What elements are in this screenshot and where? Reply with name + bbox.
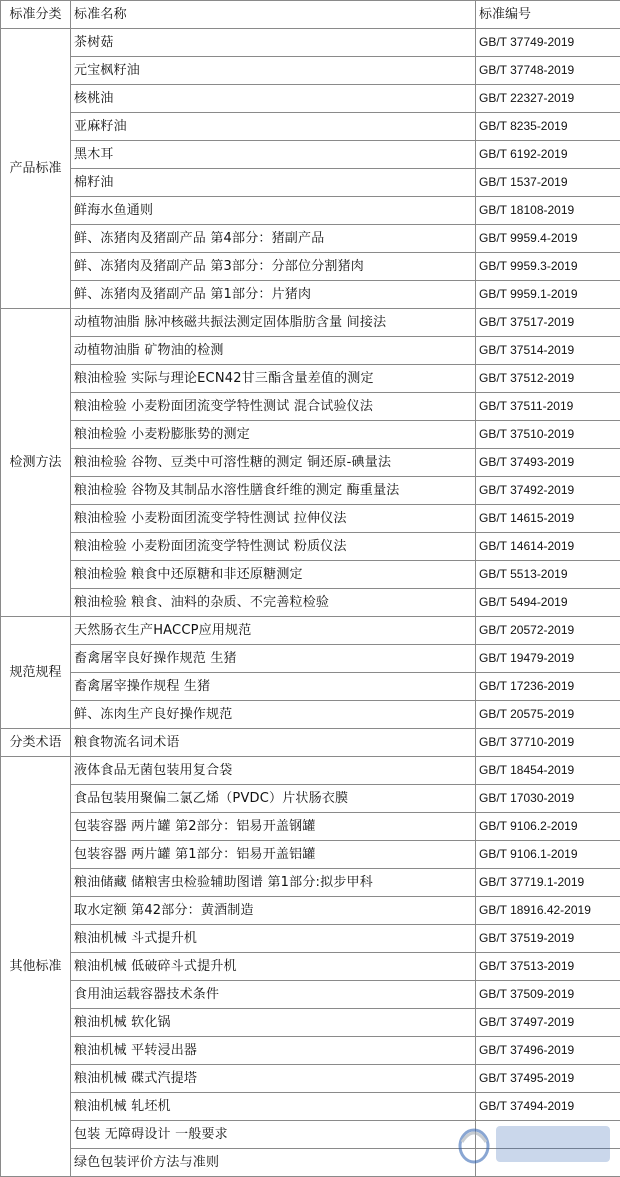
table-row	[1, 841, 620, 869]
standard-code-cell	[476, 1121, 620, 1149]
standard-code-cell: GB/T 37519-2019	[476, 925, 620, 953]
standard-name-cell: 粮油检验 小麦粉面团流变学特性测试 拉伸仪法	[71, 505, 476, 533]
table-row	[1, 561, 620, 589]
standard-name-cell: 粮油机械 轧坯机	[71, 1093, 476, 1121]
table-row	[1, 1009, 620, 1037]
standard-code-cell: GB/T 37517-2019	[476, 309, 620, 337]
standard-code-cell: GB/T 6192-2019	[476, 141, 620, 169]
table-row	[1, 533, 620, 561]
standard-code-cell: GB/T 37514-2019	[476, 337, 620, 365]
header-code: 标准编号	[476, 1, 620, 29]
table-row	[1, 113, 620, 141]
table-row	[1, 197, 620, 225]
standard-code-cell: GB/T 9106.2-2019	[476, 813, 620, 841]
table-row	[1, 477, 620, 505]
standard-code-cell: GB/T 19479-2019	[476, 645, 620, 673]
category-cell: 其他标准	[1, 757, 71, 1177]
standard-name-cell: 粮油检验 谷物、豆类中可溶性糖的测定 铜还原-碘量法	[71, 449, 476, 477]
standard-name-cell: 亚麻籽油	[71, 113, 476, 141]
standard-code-cell: GB/T 37497-2019	[476, 1009, 620, 1037]
category-cell: 规范规程	[1, 617, 71, 729]
standard-code-cell: GB/T 37748-2019	[476, 57, 620, 85]
standard-name-cell: 粮油机械 斗式提升机	[71, 925, 476, 953]
standard-name-cell: 粮食物流名词术语	[71, 729, 476, 757]
category-cell: 产品标准	[1, 29, 71, 309]
table-row	[1, 29, 620, 57]
standard-code-cell: GB/T 37493-2019	[476, 449, 620, 477]
standard-code-cell: GB/T 8235-2019	[476, 113, 620, 141]
table-row	[1, 1149, 620, 1177]
standard-code-cell: GB/T 18108-2019	[476, 197, 620, 225]
table-row	[1, 309, 620, 337]
table-row	[1, 57, 620, 85]
standard-name-cell: 粮油检验 谷物及其制品水溶性膳食纤维的测定 酶重量法	[71, 477, 476, 505]
table-row	[1, 757, 620, 785]
standard-name-cell: 包装容器 两片罐 第1部分：铝易开盖铝罐	[71, 841, 476, 869]
standard-name-cell: 粮油检验 粮食中还原糖和非还原糖测定	[71, 561, 476, 589]
table-row	[1, 169, 620, 197]
standard-name-cell: 鲜、冻猪肉及猪副产品 第1部分：片猪肉	[71, 281, 476, 309]
table-row	[1, 981, 620, 1009]
standard-name-cell: 粮油检验 小麦粉面团流变学特性测试 粉质仪法	[71, 533, 476, 561]
standard-code-cell: GB/T 5494-2019	[476, 589, 620, 617]
table-row	[1, 1121, 620, 1149]
standard-code-cell: GB/T 17030-2019	[476, 785, 620, 813]
standard-code-cell: GB/T 37496-2019	[476, 1037, 620, 1065]
category-cell: 分类术语	[1, 729, 71, 757]
standard-name-cell: 核桃油	[71, 85, 476, 113]
table-row	[1, 393, 620, 421]
standard-name-cell: 粮油检验 小麦粉面团流变学特性测试 混合试验仪法	[71, 393, 476, 421]
standard-name-cell: 粮油机械 碟式汽提塔	[71, 1065, 476, 1093]
standard-name-cell: 粮油检验 小麦粉膨胀势的测定	[71, 421, 476, 449]
table-row	[1, 897, 620, 925]
table-row	[1, 673, 620, 701]
standard-code-cell: GB/T 37513-2019	[476, 953, 620, 981]
standard-code-cell: GB/T 20572-2019	[476, 617, 620, 645]
standard-name-cell: 液体食品无菌包装用复合袋	[71, 757, 476, 785]
standard-name-cell: 粮油检验 实际与理论ECN42甘三酯含量差值的测定	[71, 365, 476, 393]
standard-name-cell: 茶树菇	[71, 29, 476, 57]
table-row	[1, 421, 620, 449]
table-row	[1, 225, 620, 253]
table-row	[1, 785, 620, 813]
table-row	[1, 141, 620, 169]
header-category: 标准分类	[1, 1, 71, 29]
standard-code-cell: GB/T 37494-2019	[476, 1093, 620, 1121]
standard-code-cell: GB/T 17236-2019	[476, 673, 620, 701]
standard-code-cell: GB/T 18454-2019	[476, 757, 620, 785]
table-row	[1, 449, 620, 477]
standard-name-cell: 畜禽屠宰良好操作规范 生猪	[71, 645, 476, 673]
standard-name-cell: 食用油运载容器技术条件	[71, 981, 476, 1009]
standard-code-cell: GB/T 14615-2019	[476, 505, 620, 533]
header-name: 标准名称	[71, 1, 476, 29]
table-row	[1, 701, 620, 729]
standard-name-cell: 绿色包装评价方法与准则	[71, 1149, 476, 1177]
standard-code-cell: GB/T 1537-2019	[476, 169, 620, 197]
table-row	[1, 253, 620, 281]
table-row	[1, 813, 620, 841]
table-header-row	[1, 1, 620, 29]
table-row	[1, 645, 620, 673]
table-row	[1, 337, 620, 365]
standard-code-cell: GB/T 5513-2019	[476, 561, 620, 589]
standard-name-cell: 天然肠衣生产HACCP应用规范	[71, 617, 476, 645]
standard-code-cell: GB/T 37495-2019	[476, 1065, 620, 1093]
standard-name-cell: 粮油检验 粮食、油料的杂质、不完善粒检验	[71, 589, 476, 617]
standard-code-cell: GB/T 37511-2019	[476, 393, 620, 421]
table-row	[1, 729, 620, 757]
standard-name-cell: 包装容器 两片罐 第2部分：铝易开盖钢罐	[71, 813, 476, 841]
standard-name-cell: 黑木耳	[71, 141, 476, 169]
table-row	[1, 925, 620, 953]
standard-code-cell: GB/T 9106.1-2019	[476, 841, 620, 869]
standard-code-cell: GB/T 37492-2019	[476, 477, 620, 505]
standard-code-cell	[476, 1149, 620, 1177]
table-row	[1, 365, 620, 393]
standard-code-cell: GB/T 9959.4-2019	[476, 225, 620, 253]
table-row	[1, 953, 620, 981]
standard-code-cell: GB/T 9959.1-2019	[476, 281, 620, 309]
table-body	[1, 1, 620, 1177]
standard-code-cell: GB/T 37710-2019	[476, 729, 620, 757]
standard-name-cell: 粮油机械 低破碎斗式提升机	[71, 953, 476, 981]
standard-code-cell: GB/T 37512-2019	[476, 365, 620, 393]
standard-name-cell: 鲜、冻肉生产良好操作规范	[71, 701, 476, 729]
standard-code-cell: GB/T 37510-2019	[476, 421, 620, 449]
table-row	[1, 281, 620, 309]
standard-code-cell: GB/T 37509-2019	[476, 981, 620, 1009]
standard-code-cell: GB/T 18916.42-2019	[476, 897, 620, 925]
standard-name-cell: 粮油机械 软化锅	[71, 1009, 476, 1037]
standard-name-cell: 畜禽屠宰操作规程 生猪	[71, 673, 476, 701]
table-row	[1, 505, 620, 533]
standard-name-cell: 粮油机械 平转浸出器	[71, 1037, 476, 1065]
standard-code-cell: GB/T 37719.1-2019	[476, 869, 620, 897]
standard-name-cell: 棉籽油	[71, 169, 476, 197]
table-row	[1, 1037, 620, 1065]
standard-name-cell: 鲜、冻猪肉及猪副产品 第3部分：分部位分割猪肉	[71, 253, 476, 281]
standard-name-cell: 动植物油脂 脉冲核磁共振法测定固体脂肪含量 间接法	[71, 309, 476, 337]
table-row	[1, 85, 620, 113]
table-row	[1, 1065, 620, 1093]
standard-name-cell: 元宝枫籽油	[71, 57, 476, 85]
standard-code-cell: GB/T 37749-2019	[476, 29, 620, 57]
category-cell: 检测方法	[1, 309, 71, 617]
standard-name-cell: 包装 无障碍设计 一般要求	[71, 1121, 476, 1149]
standard-code-cell: GB/T 14614-2019	[476, 533, 620, 561]
standard-name-cell: 动植物油脂 矿物油的检测	[71, 337, 476, 365]
standard-code-cell: GB/T 22327-2019	[476, 85, 620, 113]
table-row	[1, 1093, 620, 1121]
standard-code-cell: GB/T 9959.3-2019	[476, 253, 620, 281]
standard-name-cell: 粮油储藏 储粮害虫检验辅助图谱 第1部分:拟步甲科	[71, 869, 476, 897]
standard-code-cell: GB/T 20575-2019	[476, 701, 620, 729]
table-row	[1, 589, 620, 617]
table-row	[1, 869, 620, 897]
standard-name-cell: 鲜海水鱼通则	[71, 197, 476, 225]
standard-name-cell: 取水定额 第42部分：黄酒制造	[71, 897, 476, 925]
standard-name-cell: 食品包装用聚偏二氯乙烯（PVDC）片状肠衣膜	[71, 785, 476, 813]
table-row	[1, 617, 620, 645]
standard-name-cell: 鲜、冻猪肉及猪副产品 第4部分：猪副产品	[71, 225, 476, 253]
